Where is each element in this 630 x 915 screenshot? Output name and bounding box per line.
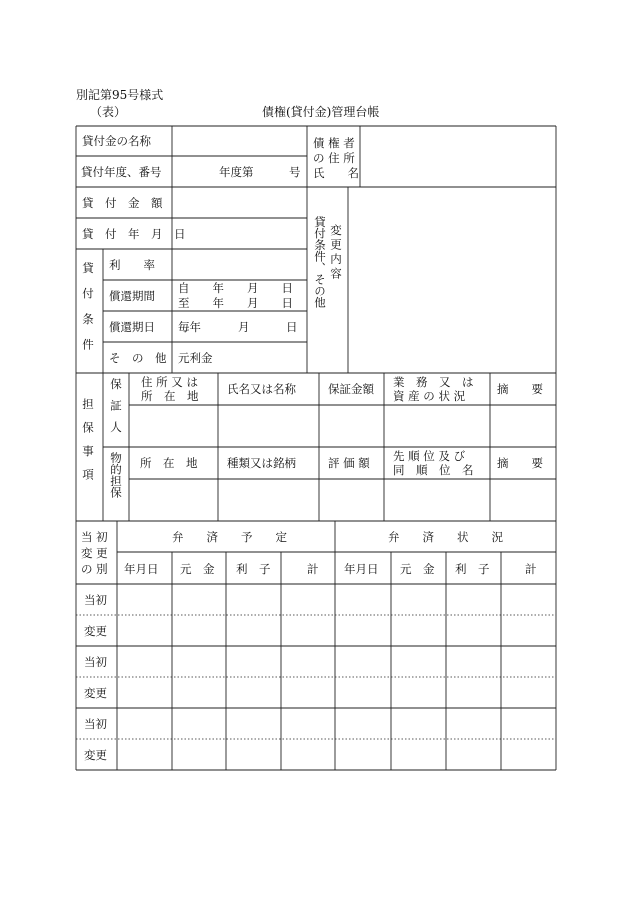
repayment-date-day: 日	[286, 320, 298, 334]
row-kind-1: 当初	[84, 593, 107, 607]
kind-label-line2: 変 更	[81, 546, 108, 560]
status-col-interest: 利 子	[455, 562, 490, 576]
guarantor-name-header: 氏名又は名称	[227, 382, 296, 396]
guarantor-status-line2: 資 産 の 状 況	[393, 389, 466, 403]
guarantor-status-line1: 業 務 又 は	[393, 375, 474, 389]
guarantor-remarks-header: 摘 要	[497, 382, 543, 396]
creditor-label-line3: 氏 名	[313, 166, 359, 180]
status-header: 弁 済 状 況	[388, 530, 503, 544]
plan-col-total: 計	[307, 562, 319, 576]
period-to: 至 年 月 日	[178, 296, 293, 310]
property-remarks-header: 摘 要	[497, 456, 543, 470]
row-kind-4: 変更	[84, 686, 107, 700]
plan-col-principal: 元 金	[180, 562, 215, 576]
other-value: 元利金	[178, 351, 213, 365]
property-priority-line1: 先 順 位 及 び	[393, 449, 466, 463]
plan-col-interest: 利 子	[236, 562, 271, 576]
kind-label-line3: の 別	[81, 562, 108, 576]
property-location-header: 所 在 地	[140, 456, 198, 470]
plan-col-date: 年月日	[124, 562, 159, 576]
guarantor-address-line2: 所 在 地	[141, 389, 199, 403]
change-label-right: 変更内容	[329, 224, 343, 282]
loan-name-label: 貸付金の名称	[82, 134, 151, 148]
conditions-group-label: 貸付条件	[81, 262, 95, 364]
row-kind-5: 当初	[84, 717, 107, 731]
status-col-total: 計	[525, 562, 537, 576]
creditor-label-line1: 債 権 者	[313, 136, 355, 150]
guarantor-label: 保証人	[109, 378, 123, 443]
property-kind-header: 種類又は銘柄	[227, 456, 296, 470]
status-col-principal: 元 金	[400, 562, 435, 576]
loan-date-label: 貸 付 年 月 日	[82, 227, 186, 241]
other-label: そ の 他	[109, 351, 167, 365]
row-kind-3: 当初	[84, 655, 107, 669]
rate-label: 利 率	[109, 258, 155, 272]
change-label-left: 貸付条件、その他	[313, 216, 327, 308]
plan-header: 弁 済 予 定	[172, 530, 287, 544]
property-label: 物的担保	[109, 452, 123, 498]
status-col-date: 年月日	[344, 562, 379, 576]
property-priority-line2: 同 順 位 名	[393, 463, 474, 477]
period-from: 自 年 月 日	[178, 281, 293, 295]
creditor-label-line2: の 住 所	[313, 151, 355, 165]
repayment-date-label: 償還期日	[109, 320, 155, 334]
row-kind-2: 変更	[84, 624, 107, 638]
row-kind-6: 変更	[84, 748, 107, 762]
period-label: 償還期間	[109, 289, 155, 303]
form-number: 別記第95号様式	[76, 88, 164, 102]
document-title: 債権(貸付金)管理台帳	[262, 105, 380, 119]
loan-number-text: 号	[289, 165, 301, 179]
property-value-header: 評 価 額	[328, 456, 370, 470]
guarantor-address-line1: 住 所 又 は	[141, 375, 198, 389]
repayment-date-month: 月	[238, 320, 250, 334]
collateral-group-label: 担保事項	[81, 398, 95, 492]
loan-amount-label: 貸 付 金 額	[82, 196, 163, 210]
side-label: （表）	[90, 105, 127, 119]
kind-label-line1: 当 初	[81, 530, 108, 544]
guarantor-amount-header: 保証金額	[328, 382, 374, 396]
loan-year-number-label: 貸付年度、番号	[81, 165, 162, 179]
repayment-date-year: 毎年	[178, 320, 201, 334]
loan-year-text: 年度第	[219, 165, 254, 179]
